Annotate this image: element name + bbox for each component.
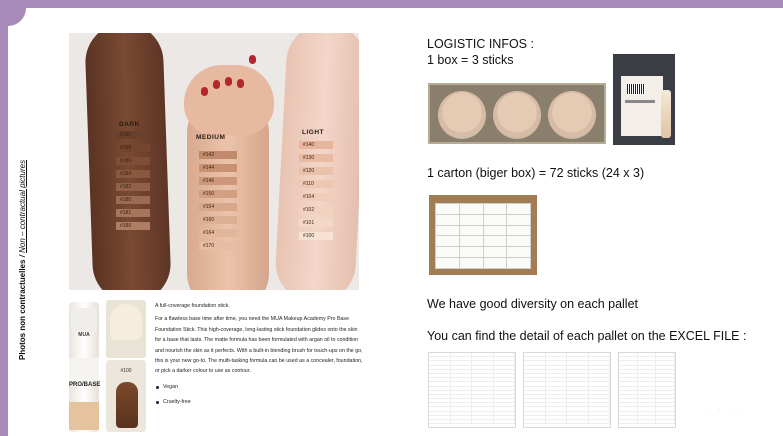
logistics-title: LOGISTIC INFOS : [427,37,534,51]
sheet-cell [619,357,638,360]
carton-cell [484,236,507,246]
stick-cap [71,308,97,332]
shade-swatch: #180 [116,222,150,230]
sheet-cell [567,391,589,394]
sheet-cell [524,353,546,356]
product-description [155,301,365,408]
sheet-cell [524,407,546,410]
shade-swatch: #101 [299,219,333,227]
stick-top [438,91,486,139]
stick-dome [110,304,142,340]
sheet-cell [494,391,516,394]
carton-cell [460,226,483,236]
sheet-cell [656,370,675,373]
stick-base [69,402,99,430]
medium-fist [184,65,274,135]
sheet-cell [619,387,638,390]
sheet-cell [638,391,657,394]
sheet-cell [546,407,568,410]
shade-swatch: #154 [199,203,237,211]
sheet-cell [619,370,638,373]
sheet-cell [472,412,494,415]
bullet-item: Vegan [155,382,365,392]
blending-brush [116,382,138,428]
product-stick-open-photo [106,300,146,358]
sheet-cell [638,416,657,419]
sheet-cell [567,374,589,377]
shade-swatch: #160 [199,216,237,224]
sheet-cell [656,416,675,419]
sheet-cell [429,353,451,356]
sheet-cell [472,416,494,419]
sheet-cell [619,395,638,398]
sheet-cell [494,407,516,410]
sheet-cell [638,403,657,406]
sheet-cell [638,366,657,369]
shade-swatch: #170 [199,242,237,250]
product-tube [661,90,671,138]
shade-swatch: #102 [299,206,333,214]
carton-cell [436,236,459,246]
carton-cell [436,247,459,257]
sheet-cell [589,378,611,381]
sheet-cell [546,395,568,398]
shade-swatch: #164 [199,229,237,237]
sheet-cell [589,357,611,360]
shade-swatch: #104 [299,193,333,201]
product-body: For a flawless base time after time, you need the MUA Makeup Academy Pro Base Foundation Stick. This high-coverage, long-lasting stick foundation glides onto the skin for a base that lasts. The matte formula has been formulated with argan oil to condition and nourish the skin as it perfects. With a built-in blending brush for touch-ups on the go, this is your new go-to. The multi-tasking formula can be used as a concealer, foundation, or pick a darker colour to use as contour. [155,316,363,375]
shade-swatch: #120 [299,167,333,175]
sheet-cell [524,361,546,364]
sheet-cell [494,366,516,369]
sheet-cell [546,366,568,369]
sheet-cell [589,403,611,406]
carton-cell [507,258,530,268]
sheet-cell [567,370,589,373]
sheet-cell [656,366,675,369]
carton-cell [460,215,483,225]
sheet-cell [524,412,546,415]
sheet-cell [429,378,451,381]
sheet-cell [546,420,568,423]
shade-swatch: #180 [116,196,150,204]
nail [249,55,256,64]
sheet-cell [638,370,657,373]
stick-top [548,91,596,139]
sheet-cell [429,399,451,402]
shade-swatch: #188 [116,144,150,152]
sheet-cell [567,399,589,402]
sheet-cell [567,361,589,364]
sheet-cell [472,391,494,394]
sheet-cell [546,378,568,381]
carton-cell [460,204,483,214]
carton-grid [435,203,531,269]
sheet-cell [619,412,638,415]
nail [237,79,244,88]
excel-sheet-preview [523,352,611,428]
bullet-item: Cruelty-free [155,397,365,407]
sheet-cell [524,416,546,419]
sheet-cell [451,412,473,415]
sheet-cell [567,403,589,406]
carton-cell [507,204,530,214]
sheet-cell [619,403,638,406]
sheet-cell [656,357,675,360]
sheet-cell [638,378,657,381]
sheet-cell [638,420,657,423]
stick-top [493,91,541,139]
carton-cell [507,236,530,246]
sheet-cell [494,357,516,360]
sheet-cell [589,361,611,364]
sheet-cell [524,357,546,360]
sheet-cell [429,391,451,394]
sheet-cell [619,361,638,364]
carton-cell [484,204,507,214]
sheet-cell [494,370,516,373]
sheet-cell [451,420,473,423]
sheet-cell [638,361,657,364]
frame-corner [8,8,26,26]
sheet-cell [472,361,494,364]
stick-band [69,358,99,382]
shade-swatch: #130 [299,154,333,162]
sheet-cell [567,387,589,390]
sheet-cell [429,412,451,415]
sheet-cell [567,357,589,360]
sheet-cell [429,416,451,419]
sheet-cell [619,399,638,402]
sheet-cell [567,412,589,415]
sheet-cell [524,374,546,377]
sheet-row [619,420,675,424]
sheet-cell [451,382,473,385]
product-shade-number: #100 [120,368,132,374]
sheet-cell [656,361,675,364]
sheet-cell [524,382,546,385]
sheet-cell [589,382,611,385]
sheet-cell [472,357,494,360]
sheet-cell [567,366,589,369]
sheet-cell [494,382,516,385]
sheet-cell [546,416,568,419]
sheet-cell [494,403,516,406]
carton-line: 1 carton (biger box) = 72 sticks (24 x 3) [427,166,645,180]
carton-cell [460,236,483,246]
carton-cell [507,226,530,236]
sheet-cell [619,391,638,394]
shade-swatch: #110 [299,180,333,188]
product-stick-photo [69,302,99,432]
sheet-cell [619,374,638,377]
sheet-cell [451,391,473,394]
light-shade-title: LIGHT [302,129,324,136]
sheet-cell [494,387,516,390]
sheet-cell [494,412,516,415]
sheet-cell [567,378,589,381]
shade-swatch: #142 [199,151,237,159]
sheet-cell [638,374,657,377]
sheet-cell [451,395,473,398]
shade-swatch: #182 [116,183,150,191]
sheet-cell [546,382,568,385]
shade-swatch: #140 [299,141,333,149]
carton-cell [507,247,530,257]
sheet-cell [451,374,473,377]
sheet-cell [589,395,611,398]
sheet-cell [494,399,516,402]
sheet-cell [638,412,657,415]
sheet-cell [472,353,494,356]
sheet-cell [656,403,675,406]
sheet-cell [619,378,638,381]
sheet-cell [429,374,451,377]
packaging-photo [613,54,675,145]
sheet-cell [589,407,611,410]
sheet-cell [524,403,546,406]
product-bullets [155,382,365,408]
sheet-cell [429,366,451,369]
sheet-cell [589,370,611,373]
sheet-cell [524,370,546,373]
sheet-cell [451,387,473,390]
sheet-cell [429,387,451,390]
sheet-cell [451,353,473,356]
sheet-cell [494,420,516,423]
sheet-cell [567,395,589,398]
sheet-cell [656,407,675,410]
nail [213,80,220,89]
sheet-cell [546,370,568,373]
shade-swatch: #150 [199,190,237,198]
sheet-cell [472,382,494,385]
decorative-dots: · · · · [709,407,743,413]
product-vertical-label: PRO/BASE [69,382,101,388]
sheet-cell [524,399,546,402]
sheet-cell [656,391,675,394]
carton-cell [436,226,459,236]
shade-swatch: #181 [116,209,150,217]
sheet-cell [472,370,494,373]
sheet-cell [638,399,657,402]
excel-sheet-preview [428,352,516,428]
sheet-cell [656,374,675,377]
sheet-cell [429,403,451,406]
shade-swatch: #100 [299,232,333,240]
shade-swatch: #144 [199,164,237,172]
sheet-cell [546,374,568,377]
sheet-cell [567,407,589,410]
excel-sheet-preview [618,352,676,428]
sheet-cell [546,399,568,402]
sheet-cell [589,374,611,377]
sheet-cell [524,391,546,394]
sheet-cell [656,382,675,385]
sheet-cell [472,366,494,369]
carton-cell [436,204,459,214]
carton-cell [484,258,507,268]
sheet-cell [451,361,473,364]
sheet-cell [638,382,657,385]
box-line: 1 box = 3 sticks [427,53,514,67]
sheet-cell [656,353,675,356]
sheet-cell [546,403,568,406]
sheet-cell [451,366,473,369]
sheet-cell [638,395,657,398]
sheet-cell [589,366,611,369]
sheet-cell [451,370,473,373]
frame-top-bar [0,0,783,8]
sheet-cell [656,420,675,423]
sheet-cell [472,374,494,377]
sheet-cell [567,420,589,423]
carton-cell [460,247,483,257]
sheet-cell [589,387,611,390]
sheet-cell [619,366,638,369]
nail [225,77,232,86]
sheet-cell [656,399,675,402]
sheet-cell [656,412,675,415]
sheet-cell [589,412,611,415]
sheet-cell [451,378,473,381]
carton-cell [484,226,507,236]
sheet-cell [619,416,638,419]
sheet-cell [472,399,494,402]
carton-cell [484,247,507,257]
sheet-cell [451,407,473,410]
sheet-cell [589,399,611,402]
sheet-cell [494,378,516,381]
sheet-cell [472,420,494,423]
sheet-cell [494,395,516,398]
sheet-cell [524,395,546,398]
sheet-row [524,420,610,424]
sheet-cell [472,407,494,410]
excel-line: You can find the detail of each pallet on the EXCEL FILE : [427,329,747,343]
sheet-cell [524,420,546,423]
sheet-cell [638,407,657,410]
shade-swatch: #184 [116,170,150,178]
carton-label [625,100,655,103]
shade-swatch: #190 [116,131,150,139]
sheet-row [429,420,515,424]
shade-swatch: #146 [199,177,237,185]
sheet-cell [567,416,589,419]
carton-cell [507,215,530,225]
sheet-cell [589,353,611,356]
sheet-cell [429,395,451,398]
sheet-cell [429,370,451,373]
sheet-cell [494,416,516,419]
sheet-cell [451,403,473,406]
sheet-cell [546,353,568,356]
shade-swatch: #186 [116,157,150,165]
sheet-cell [429,357,451,360]
sheet-cell [429,382,451,385]
sheet-cell [494,353,516,356]
sheet-cell [546,361,568,364]
sheet-cell [589,391,611,394]
sheet-cell [546,357,568,360]
sheet-cell [429,420,451,423]
dark-shade-title: DARK [119,121,140,128]
medium-shade-title: MEDIUM [196,134,226,141]
sheet-cell [546,387,568,390]
sheet-cell [638,353,657,356]
sheet-cell [546,391,568,394]
sheet-cell [619,420,638,423]
carton-cell [460,258,483,268]
sheet-cell [451,357,473,360]
sheet-cell [451,416,473,419]
shade-swatches-photo [69,33,359,290]
sheet-cell [589,420,611,423]
sheet-cell [656,395,675,398]
sheet-cell [472,378,494,381]
sheet-cell [472,403,494,406]
sheet-cell [619,382,638,385]
carton-cell [436,258,459,268]
sheet-cell [524,378,546,381]
sheet-cell [638,357,657,360]
sheet-cell [589,416,611,419]
nail [201,87,208,96]
carton-of-72-photo [429,195,537,275]
sheet-cell [656,387,675,390]
sheet-cell [546,412,568,415]
sheet-cell [451,399,473,402]
carton-cell [484,215,507,225]
barcode [627,84,645,94]
box-of-three-photo [428,83,606,144]
product-brand: MUA [78,332,90,338]
sheet-cell [567,382,589,385]
sheet-cell [524,387,546,390]
sheet-cell [429,361,451,364]
sheet-cell [494,361,516,364]
diversity-line: We have good diversity on each pallet [427,297,639,311]
sheet-cell [619,407,638,410]
product-brush-photo [106,360,146,432]
sheet-cell [638,387,657,390]
sheet-cell [429,407,451,410]
sheet-cell [524,366,546,369]
sheet-cell [656,378,675,381]
sheet-cell [494,374,516,377]
sheet-cell [619,353,638,356]
sheet-cell [567,353,589,356]
sheet-cell [472,387,494,390]
side-disclaimer: Photos non contractuelles / Non – contractual pictures [18,159,27,360]
product-headline: A full-coverage foundation stick. [155,303,230,309]
sheet-cell [472,395,494,398]
carton-cell [436,215,459,225]
